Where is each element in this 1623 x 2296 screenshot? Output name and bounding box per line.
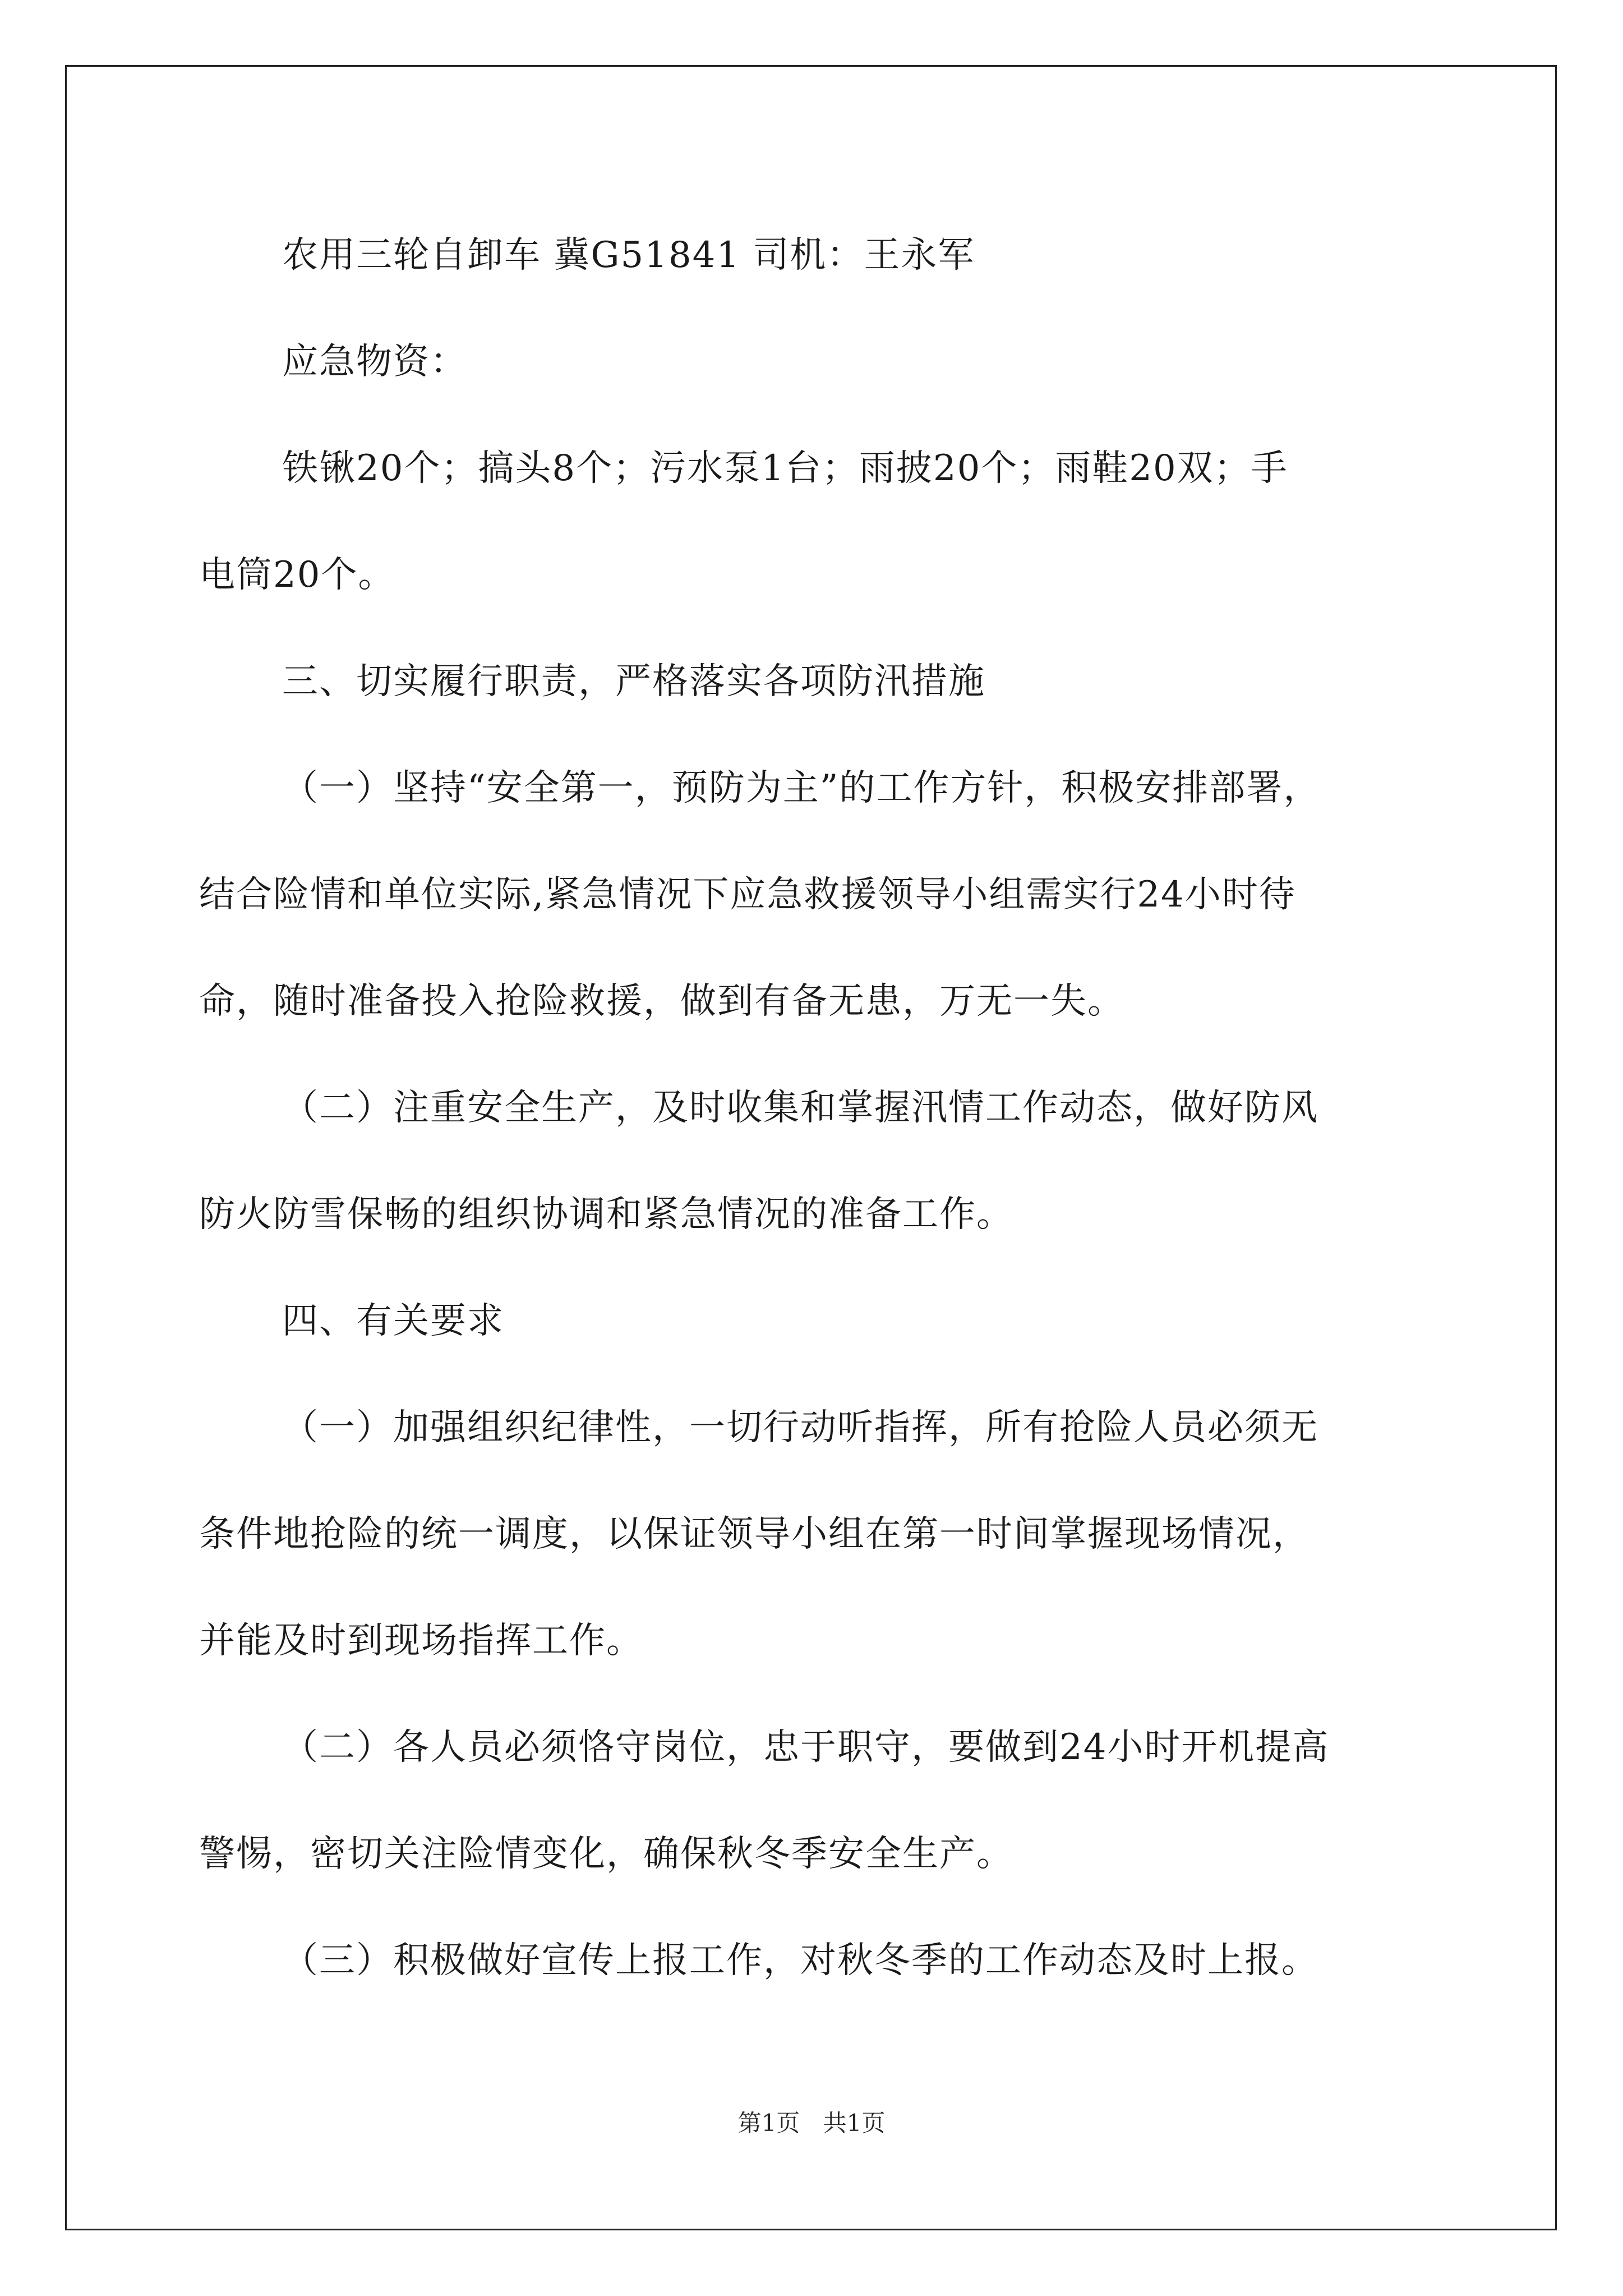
text-line: 结合险情和单位实际,紧急情况下应急救援领导小组需实行24小时待 <box>199 874 1296 915</box>
section-heading-4 <box>199 1268 1433 1374</box>
text-line: 防火防雪保畅的组织协调和紧急情况的准备工作。 <box>199 1194 1013 1235</box>
text-line: 铁锹20个；搞头8个；污水泵1台；雨披20个；雨鞋20双；手 <box>282 448 1288 489</box>
paragraph-supplies-heading <box>199 309 1433 415</box>
text-line: （二）各人员必须恪守岗位，忠于职守，要做到24小时开机提高 <box>282 1727 1330 1768</box>
text-line: 三、切实履行职责，严格落实各项防汛措施 <box>282 661 985 702</box>
paragraph-4-3 <box>199 1907 1433 2014</box>
text-line: （三）积极做好宣传上报工作，对秋冬季的工作动态及时上报。 <box>282 1940 1318 1981</box>
paragraph-vehicle <box>199 202 1433 309</box>
text-line: 并能及时到现场指挥工作。 <box>199 1620 643 1662</box>
text-line: （一）坚持“安全第一，预防为主”的工作方针，积极安排部署， <box>282 767 1321 809</box>
text-line: 命，随时准备投入抢险救援，做到有备无患，万无一失。 <box>199 981 1124 1022</box>
paragraph-3-1 <box>199 735 1433 1055</box>
paragraph-supplies-list <box>199 415 1433 628</box>
section-heading-3 <box>199 628 1433 735</box>
text-line: 农用三轮自卸车 冀G51841 司机：王永军 <box>282 234 975 276</box>
paragraph-4-1 <box>199 1374 1433 1694</box>
text-line: 电筒20个。 <box>199 554 395 596</box>
text-line: 应急物资： <box>282 341 467 383</box>
text-line: 四、有关要求 <box>282 1300 504 1342</box>
document-body <box>199 202 1433 2014</box>
paragraph-3-2 <box>199 1055 1433 1268</box>
page-number-total: 共1页 <box>823 2109 886 2137</box>
page-number-current: 第1页 <box>737 2109 800 2137</box>
paragraph-4-2 <box>199 1694 1433 1907</box>
text-line: （一）加强组织纪律性，一切行动听指挥，所有抢险人员必须无 <box>282 1407 1318 1448</box>
text-line: 条件地抢险的统一调度，以保证领导小组在第一时间掌握现场情况， <box>199 1513 1310 1555</box>
text-line: 警惕，密切关注险情变化，确保秋冬季安全生产。 <box>199 1833 1013 1875</box>
page-footer <box>0 2106 1623 2140</box>
text-line: （二）注重安全生产，及时收集和掌握汛情工作动态，做好防风 <box>282 1087 1318 1129</box>
